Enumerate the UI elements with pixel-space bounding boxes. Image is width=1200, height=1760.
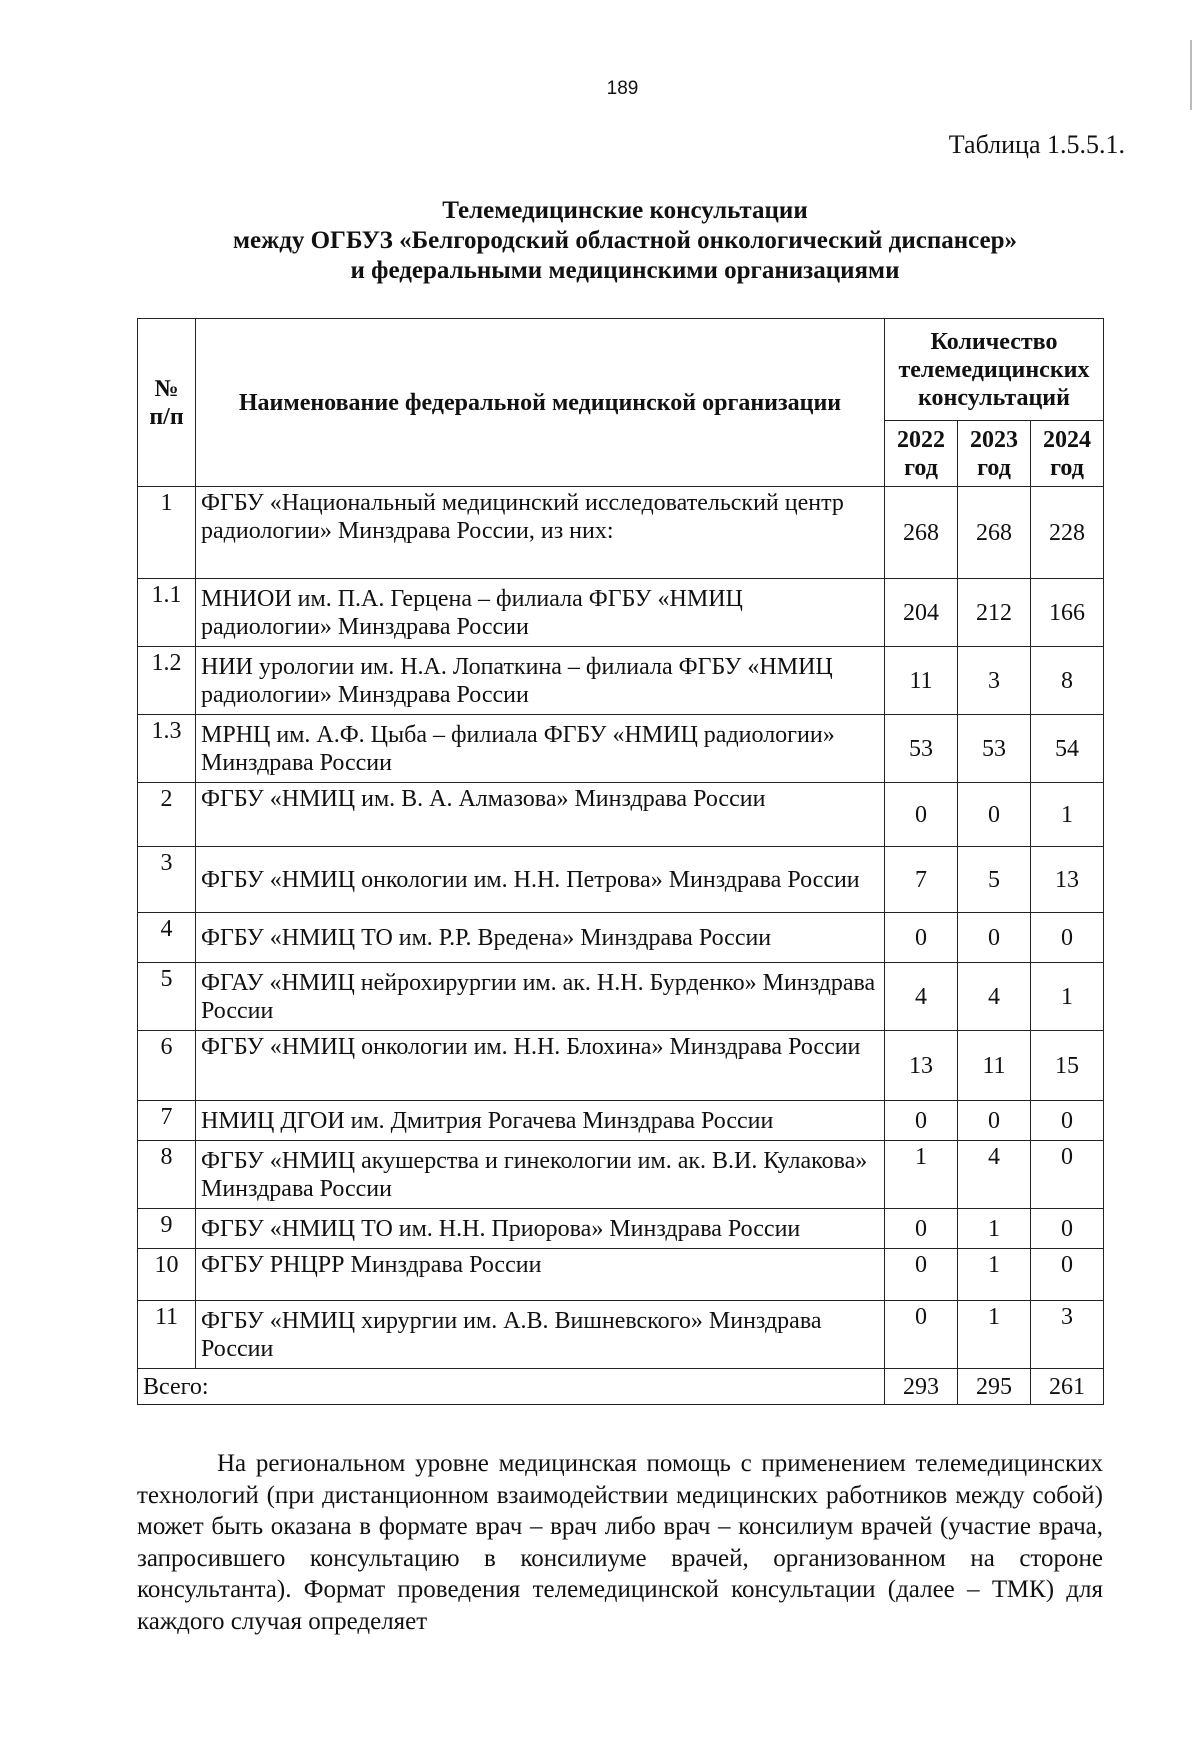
row-num: 1 [138,487,196,579]
title-line: между ОГБУЗ «Белгородский областной онкологический диспансер» [232,227,1018,254]
table-row [138,1141,1104,1209]
row-num: 6 [138,1031,196,1101]
row-value-2023: 5 [958,847,1031,913]
total-value-2022: 293 [885,1369,958,1405]
table-row [138,1209,1104,1249]
table-row [138,1301,1104,1369]
consultations-table [137,318,1104,1405]
table-row [138,487,1104,579]
row-value-2022: 0 [885,1209,958,1249]
row-value-2023: 11 [958,1031,1031,1101]
row-value-2022: 0 [885,1101,958,1141]
header-name: Наименование федеральной медицинской организации [196,319,885,487]
row-value-2024: 166 [1031,579,1104,647]
table-row [138,1031,1104,1101]
table-row [138,783,1104,847]
row-name: ФГБУ «НМИЦ им. В. А. Алмазова» Минздрава России [196,783,885,847]
table-row [138,647,1104,715]
header-num: № п/п [138,319,196,487]
row-num: 1.3 [138,715,196,783]
row-value-2024: 13 [1031,847,1104,913]
row-value-2022: 0 [885,783,958,847]
row-num: 4 [138,913,196,963]
row-value-2024: 0 [1031,1209,1104,1249]
row-value-2022: 1 [885,1141,958,1209]
row-num: 11 [138,1301,196,1369]
row-value-2022: 0 [885,1301,958,1369]
row-value-2024: 15 [1031,1031,1104,1101]
row-num: 7 [138,1101,196,1141]
row-name: ФГБУ «НМИЦ акушерства и гинекологии им. ак. В.И. Кулакова» Минздрава России [196,1141,885,1209]
row-name: ФГАУ «НМИЦ нейрохирургии им. ак. Н.Н. Бурденко» Минздрава России [196,963,885,1031]
row-value-2022: 0 [885,913,958,963]
row-value-2024: 0 [1031,1101,1104,1141]
row-num: 1.1 [138,579,196,647]
row-name: ФГБУ «НМИЦ хирургии им. А.В. Вишневского» Минздрава России [196,1301,885,1369]
table-row [138,847,1104,913]
header-year-2023: 2023 год [958,421,1031,487]
row-name: НИИ урологии им. Н.А. Лопаткина – филиала ФГБУ «НМИЦ радиологии» Минздрава России [196,647,885,715]
row-num: 9 [138,1209,196,1249]
row-value-2022: 0 [885,1249,958,1301]
row-value-2024: 1 [1031,963,1104,1031]
row-name: ФГБУ «НМИЦ онкологии им. Н.Н. Блохина» Минздрава России [196,1031,885,1101]
row-value-2024: 3 [1031,1301,1104,1369]
row-value-2024: 0 [1031,1141,1104,1209]
page-number: 189 [606,78,639,99]
row-num: 10 [138,1249,196,1301]
row-value-2023: 268 [958,487,1031,579]
total-label: Всего: [138,1369,885,1405]
row-name: ФГБУ «НМИЦ онкологии им. Н.Н. Петрова» Минздрава России [196,847,885,913]
total-value-2024: 261 [1031,1369,1104,1405]
row-name: МНИОИ им. П.А. Герцена – филиала ФГБУ «НМИЦ радиологии» Минздрава России [196,579,885,647]
row-name: ФГБУ РНЦРР Минздрава России [196,1249,885,1301]
row-value-2022: 204 [885,579,958,647]
row-value-2024: 8 [1031,647,1104,715]
row-value-2023: 3 [958,647,1031,715]
header-year-2024: 2024 год [1031,421,1104,487]
row-num: 8 [138,1141,196,1209]
row-value-2024: 0 [1031,913,1104,963]
table-label: Таблица 1.5.5.1. [948,130,1125,159]
header-qty: Количество телемедицинских консультаций [885,319,1104,421]
body-paragraph: На региональном уровне медицинская помощь с применением телемедицинских технологий (при дистанционном взаимодействии медицинских работников между собой) может быть оказана в формате врач – врач либо врач – консилиум врачей (участие врача, запросившего консультацию в консилиуме врачей, организованном на стороне консультанта). Формат проведения телемедицинской консультации (далее – ТМК) для каждого случая определяет [137,1450,1103,1635]
table-row [138,1101,1104,1141]
row-value-2023: 53 [958,715,1031,783]
row-value-2022: 4 [885,963,958,1031]
row-value-2023: 1 [958,1301,1031,1369]
row-name: НМИЦ ДГОИ им. Дмитрия Рогачева Минздрава России [196,1101,885,1141]
row-value-2023: 1 [958,1209,1031,1249]
row-value-2023: 0 [958,1101,1031,1141]
row-name: МРНЦ им. А.Ф. Цыба – филиала ФГБУ «НМИЦ радиологии» Минздрава России [196,715,885,783]
row-value-2023: 212 [958,579,1031,647]
total-row [138,1369,1104,1405]
table-row [138,963,1104,1031]
table-row [138,1249,1104,1301]
row-value-2023: 0 [958,783,1031,847]
table-row [138,715,1104,783]
row-value-2023: 0 [958,913,1031,963]
table-row [138,913,1104,963]
row-value-2024: 0 [1031,1249,1104,1301]
row-num: 3 [138,847,196,913]
row-value-2023: 4 [958,1141,1031,1209]
row-value-2024: 1 [1031,783,1104,847]
row-value-2023: 4 [958,963,1031,1031]
header-year-2022: 2022 год [885,421,958,487]
row-value-2024: 54 [1031,715,1104,783]
row-value-2022: 11 [885,647,958,715]
row-num: 5 [138,963,196,1031]
row-num: 1.2 [138,647,196,715]
title-line: Телемедицинские консультации [442,197,808,224]
row-num: 2 [138,783,196,847]
row-value-2024: 228 [1031,487,1104,579]
row-value-2022: 13 [885,1031,958,1101]
row-value-2023: 1 [958,1249,1031,1301]
row-name: ФГБУ «НМИЦ ТО им. Н.Н. Приорова» Минздрава России [196,1209,885,1249]
total-value-2023: 295 [958,1369,1031,1405]
row-value-2022: 7 [885,847,958,913]
title-line: и федеральными медицинскими организациями [350,257,900,284]
table-title [100,196,1150,286]
row-value-2022: 268 [885,487,958,579]
row-value-2022: 53 [885,715,958,783]
table-row [138,579,1104,647]
row-name: ФГБУ «НМИЦ ТО им. Р.Р. Вредена» Минздрава России [196,913,885,963]
row-name: ФГБУ «Национальный медицинский исследовательский центр радиологии» Минздрава России, из них: [196,487,885,579]
